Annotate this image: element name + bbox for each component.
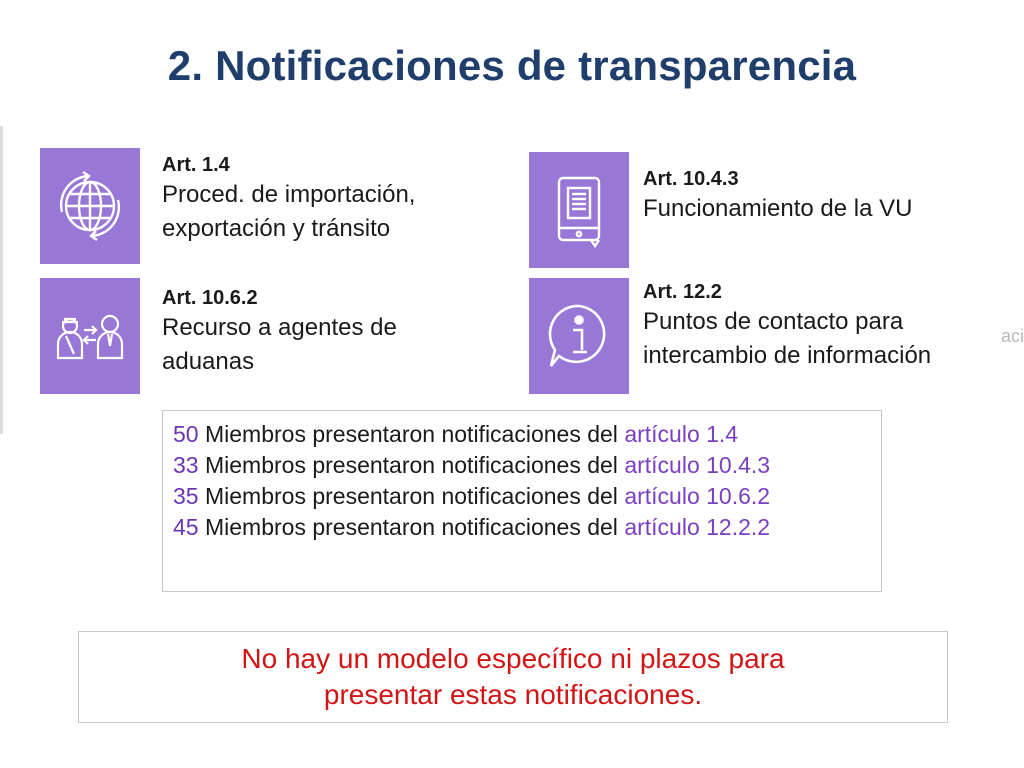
article-description: Proced. de importación,	[162, 181, 416, 208]
globe-arrows-icon	[40, 148, 140, 264]
stat-count: 35	[173, 483, 199, 509]
article-reference: artículo 10.4.3	[624, 452, 771, 478]
stat-line	[173, 512, 871, 543]
note-box	[78, 631, 948, 723]
article-description: aduanas	[162, 348, 255, 375]
item-art-10-4-3	[643, 166, 912, 226]
edge-text-fragment: aci	[1000, 326, 1024, 346]
stat-line	[173, 419, 871, 450]
note-line: presentar estas notificaciones.	[323, 679, 703, 710]
page-title: 2. Notificaciones de transparencia	[167, 42, 857, 89]
article-description: intercambio de información	[643, 342, 932, 369]
item-art-1-4	[162, 152, 415, 246]
stat-text: Miembros presentaron notificaciones del	[198, 452, 625, 478]
article-description: Recurso a agentes de	[162, 314, 397, 341]
info-bubble-icon	[529, 278, 629, 394]
stat-count: 33	[173, 452, 199, 478]
article-reference: artículo 10.6.2	[624, 483, 771, 509]
stat-count: 45	[173, 514, 199, 540]
stat-count: 50	[173, 421, 199, 447]
item-art-12-2	[643, 279, 931, 373]
stat-line	[173, 481, 871, 512]
left-edge-divider	[0, 126, 3, 434]
notifications-stats-box	[162, 410, 882, 592]
article-reference: artículo 12.2.2	[624, 514, 771, 540]
article-label: Art. 10.4.3	[643, 168, 739, 190]
note-line: No hay un modelo específico ni plazos para	[241, 643, 785, 674]
article-label: Art. 10.6.2	[162, 287, 258, 309]
article-reference: artículo 1.4	[624, 421, 739, 447]
customs-agents-icon	[40, 278, 140, 394]
stat-text: Miembros presentaron notificaciones del	[198, 421, 625, 447]
article-label: Art. 12.2	[643, 281, 722, 303]
stat-text: Miembros presentaron notificaciones del	[198, 483, 625, 509]
article-description: exportación y tránsito	[162, 215, 391, 242]
article-description: Puntos de contacto para	[643, 308, 904, 335]
stat-text: Miembros presentaron notificaciones del	[198, 514, 625, 540]
tablet-document-icon	[529, 152, 629, 268]
article-label: Art. 1.4	[162, 154, 230, 176]
stat-line	[173, 450, 871, 481]
item-art-10-6-2	[162, 285, 397, 379]
article-description: Funcionamiento de la VU	[643, 195, 913, 222]
